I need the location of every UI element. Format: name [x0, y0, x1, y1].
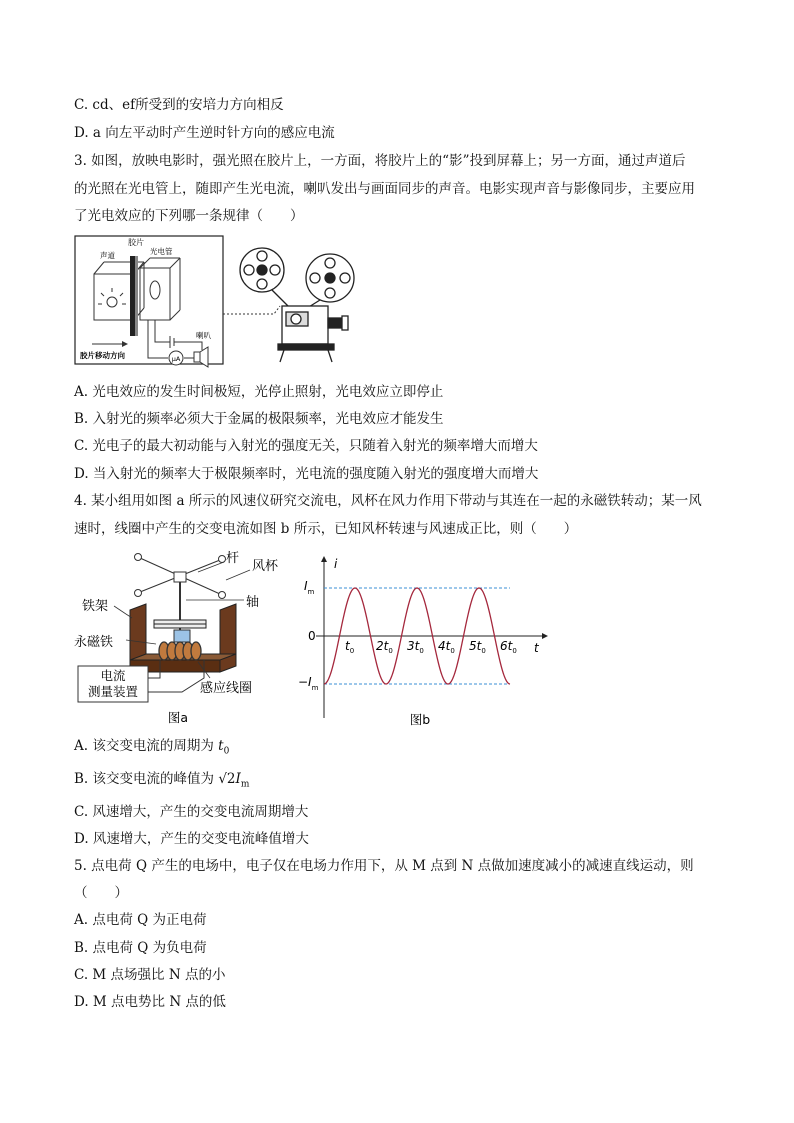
sound-track-label: 声道 — [100, 251, 115, 260]
q3-option-b: B. 入射光的频率必须大于金属的极限频率，光电效应才能发生 — [74, 411, 444, 427]
q3-option-d: D. 当入射光的频率大于极限频率时，光电流的强度随入射光的强度增大而增大 — [74, 466, 539, 482]
q3-stem-line1: 3. 如图，放映电影时，强光照在胶片上，一方面，将胶片上的“影”投到屏幕上；另一方面，通过声道后 — [74, 153, 686, 169]
x-tick-label: $4t_0$ — [438, 639, 455, 655]
device-label-1: 电流 — [100, 668, 126, 683]
lamp-icon — [98, 288, 126, 307]
q5-option-c: C. M 点场强比 N 点的小 — [74, 967, 226, 983]
x-axis-arrow — [542, 633, 548, 639]
current-chart — [296, 552, 556, 728]
q5-stem-line1: 5. 点电荷 Q 产生的电场中，电子仅在电场力作用下，从 M 点到 N 点做加速度减小的减速直线运动，则 — [74, 858, 694, 874]
anemometer-figure — [74, 548, 284, 728]
x-tick-label: $t_0$ — [345, 639, 355, 655]
photocell-label: 光电管 — [150, 247, 173, 256]
axis-label: 轴 — [246, 595, 260, 610]
frame-pointer — [114, 606, 132, 618]
im-label: $I_m$ — [304, 579, 315, 596]
y-axis-arrow — [321, 556, 327, 562]
direction-label: 胶片移动方向 — [80, 351, 125, 360]
sound-track — [135, 256, 138, 336]
q5-stem-line2: （ ） — [74, 885, 128, 901]
direction-arrowhead — [122, 341, 128, 347]
ammeter-label: μA — [171, 355, 181, 363]
coil — [159, 642, 201, 660]
q5-option-b: B. 点电荷 Q 为负电荷 — [74, 940, 207, 956]
x-tick-label: $5t_0$ — [469, 639, 486, 655]
projector-figure — [74, 234, 374, 368]
film-strip — [130, 256, 135, 336]
q4-option-a: A. 该交变电流的周期为 $t_0$ — [74, 738, 230, 757]
q4-option-d: D. 风速增大，产生的交变电流峰值增大 — [74, 831, 309, 847]
x-tick-label: $3t_0$ — [407, 639, 424, 655]
q5-option-d: D. M 点电势比 N 点的低 — [74, 994, 226, 1010]
x-tick-label: $6t_0$ — [500, 639, 517, 655]
y-axis-label: i — [334, 557, 338, 571]
leader-line — [223, 306, 280, 314]
figure-a-caption: 图a — [167, 710, 189, 725]
x-tick-label: $2t_0$ — [376, 639, 393, 655]
schematic-frame — [75, 236, 223, 364]
figure-b-caption: 图b — [409, 712, 431, 727]
speaker-label: 喇叭 — [196, 331, 211, 340]
rod-label: 杆 — [226, 551, 240, 566]
device-label-2: 测量装置 — [87, 684, 139, 699]
q2-option-c: C. cd、ef所受到的安培力方向相反 — [74, 97, 284, 113]
q2-option-d: D. a 向左平动时产生逆时针方向的感应电流 — [74, 125, 335, 141]
q4-option-b: B. 该交变电流的峰值为 $√2I_m$ — [74, 771, 250, 790]
cup-label: 风杯 — [252, 559, 279, 574]
coil-label: 感应线圈 — [200, 681, 253, 696]
magnet-label: 永磁铁 — [74, 635, 114, 650]
photocell-box — [140, 258, 180, 320]
cup-pointer — [226, 570, 250, 580]
q3-option-c: C. 光电子的最大初动能与入射光的强度无关，只随着入射光的频率增大而增大 — [74, 438, 538, 454]
q4-option-c: C. 风速增大，产生的交变电流周期增大 — [74, 804, 309, 820]
frame-label: 铁架 — [82, 599, 109, 614]
magnet — [174, 630, 190, 642]
origin-label: 0 — [308, 629, 316, 643]
projector-icon — [240, 248, 354, 362]
neg-im-label: $-I_m$ — [298, 675, 319, 692]
q3-stem-line3: 了光电效应的下列哪一条规律（ ） — [74, 208, 304, 224]
q3-stem-line2: 的光照在光电管上，随即产生光电流，喇叭发出与画面同步的声音。电影实现声音与影像同步，主要应用 — [74, 181, 695, 197]
q4-stem-line1: 4. 某小组用如图 a 所示的风速仪研究交流电，风杯在风力作用下带动与其连在一起的永磁铁转动；某一风 — [74, 493, 702, 509]
q5-option-a: A. 点电荷 Q 为正电荷 — [74, 912, 207, 928]
x-axis-label: t — [534, 641, 539, 655]
film-label: 胶片 — [128, 238, 144, 247]
q4-stem-line2: 速时，线圈中产生的交变电流如图 b 所示，已知风杯转速与风速成正比，则（ ） — [74, 521, 578, 537]
q3-option-a: A. 光电效应的发生时间极短，光停止照射，光电效应立即停止 — [74, 384, 444, 400]
x-tick-labels — [345, 639, 517, 655]
